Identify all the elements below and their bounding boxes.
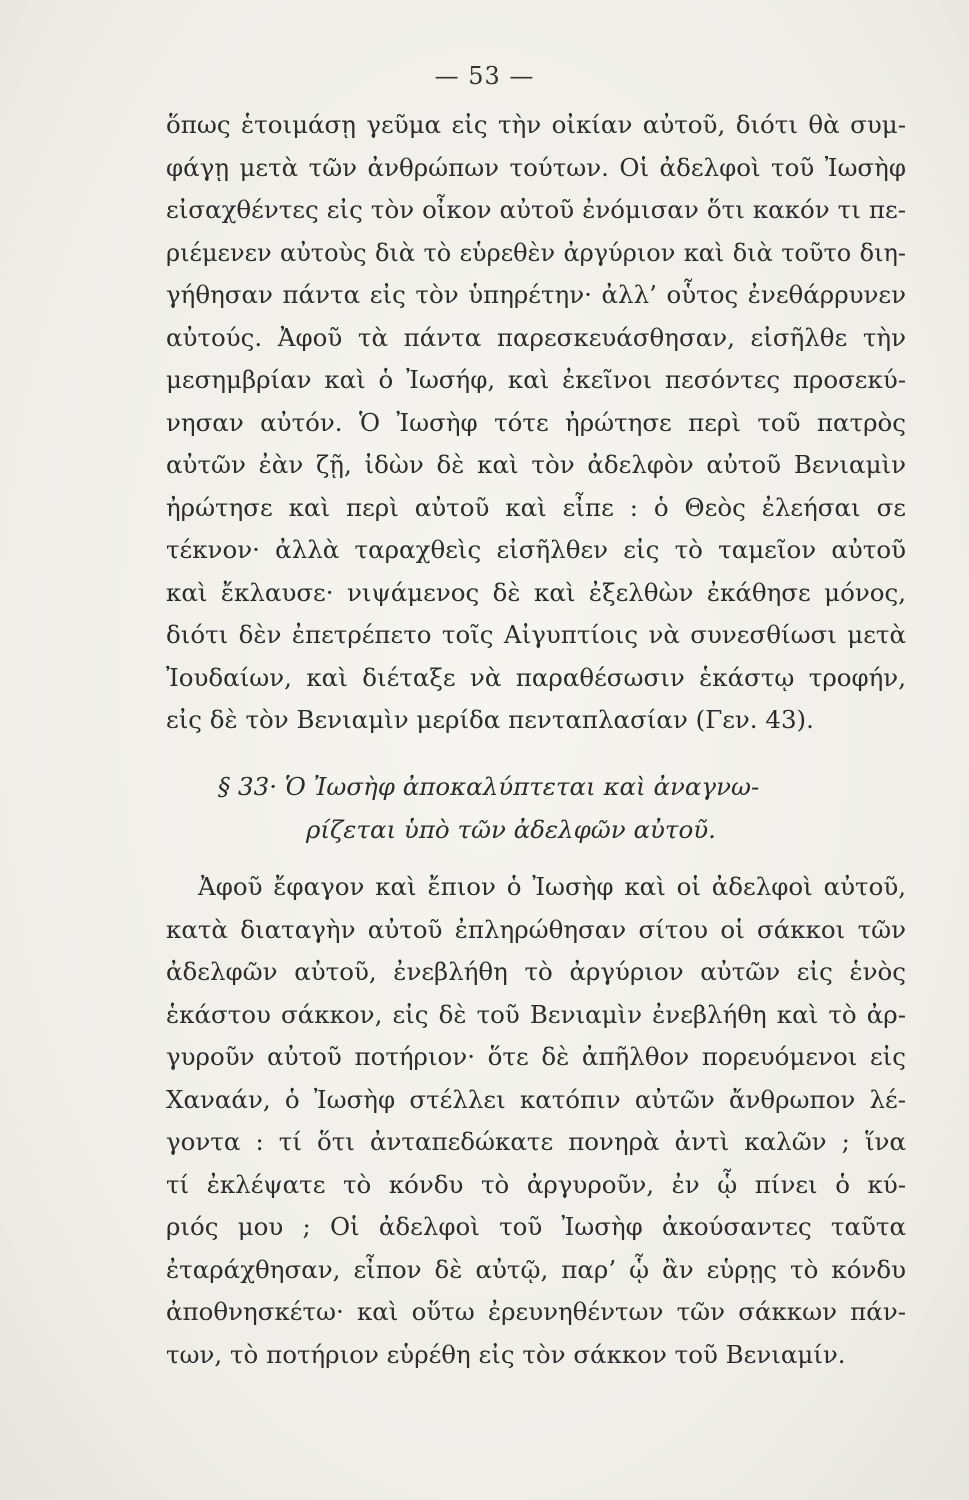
text-line: μεσημβρίαν καὶ ὁ Ἰωσήφ, καὶ ἐκεῖνοι πεσόντες προσεκύ- [166,365,906,394]
text-line: αὐτῶν ἐὰν ζῇ, ἰδὼν δὲ καὶ τὸν ἀδελφὸν αὐτοῦ Βενιαμὶν [166,450,906,479]
text-line: ἀποθνησκέτω· καὶ οὕτω ἐρευνηθέντων τῶν σάκκων πάν- [166,1297,906,1326]
text-line: ἑκάστου σάκκον, εἰς δὲ τοῦ Βενιαμὶν ἐνεβλήθη καὶ τὸ ἀρ- [166,999,906,1029]
text-line: Ἰουδαίων, καὶ διέταξε νὰ παραθέσωσιν ἑκάστῳ τροφήν, [166,662,906,692]
section-heading-line: § 33· Ὁ Ἰωσὴφ ἀποκαλύπτεται καὶ ἀναγνω- [218,772,760,801]
text-line: τέκνον· ἀλλὰ ταραχθεὶς εἰσῆλθεν εἰς τὸ ταμεῖον αὐτοῦ [166,535,906,564]
text-line: διότι δὲν ἐπετρέπετο τοῖς Αἰγυπτίοις νὰ συνεσθίωσι μετὰ [166,620,906,649]
text-line: γήθησαν πάντα εἰς τὸν ὑπηρέτην· ἀλλ’ οὗτος ἐνεθάρρυνεν [166,280,906,309]
section-heading-line: ρίζεται ὑπὸ τῶν ἀδελφῶν αὐτοῦ. [306,814,716,844]
text-line: εἰσαχθέντες εἰς τὸν οἶκον αὐτοῦ ἐνόμισαν ὅτι κακόν τι πε- [166,195,906,224]
text-line: φάγῃ μετὰ τῶν ἀνθρώπων τούτων. Οἱ ἀδελφοὶ τοῦ Ἰωσὴφ [166,152,906,182]
paragraph-2 [166,866,906,1376]
page-number: — 53 — [434,62,535,90]
text-line: τί ἐκλέψατε τὸ κόνδυ τὸ ἀργυροῦν, ἐν ᾧ πίνει ὁ κύ- [166,1169,906,1199]
paragraph-1 [166,104,906,742]
text-line: ἠρώτησε καὶ περὶ αὐτοῦ καὶ εἶπε : ὁ Θεὸς ἐλεήσαι σε [166,492,906,522]
text-line: ριέμενεν αὐτοὺς διὰ τὸ εὑρεθὲν ἀργύριον καὶ διὰ τοῦτο διη- [166,238,906,267]
section-heading [166,766,906,851]
text-line: Ἀφοῦ ἔφαγον καὶ ἔπιον ὁ Ἰωσὴφ καὶ οἱ ἀδελφοὶ αὐτοῦ, [198,872,906,901]
text-line: Χαναάν, ὁ Ἰωσὴφ στέλλει κατόπιν αὐτῶν ἄνθρωπον λέ- [166,1084,906,1114]
text-line: εἰς δὲ τὸν Βενιαμὶν μερίδα πενταπλασίαν (Γεν. 43). [166,705,814,734]
text-line: νησαν αὐτόν. Ὁ Ἰωσὴφ τότε ἠρώτησε περὶ τοῦ πατρὸς [166,407,906,437]
text-line: γοντα : τί ὅτι ἀνταπεδώκατε πονηρὰ ἀντὶ καλῶν ; ἵνα [166,1127,906,1156]
text-line: ἐταράχθησαν, εἶπον δὲ αὐτῷ, παρ’ ᾧ ἂν εὑρῃς τὸ κόνδυ [166,1254,906,1284]
text-line: ἀδελφῶν αὐτοῦ, ἐνεβλήθη τὸ ἀργύριον αὐτῶν εἰς ἑνὸς [166,957,906,986]
text-line: κατὰ διαταγὴν αὐτοῦ ἐπληρώθησαν σίτου οἱ σάκκοι τῶν [166,914,906,944]
text-line: αὐτούς. Ἀφοῦ τὰ πάντα παρεσκευάσθησαν, εἰσῆλθε τὴν [166,322,906,352]
text-line: γυροῦν αὐτοῦ ποτήριον· ὅτε δὲ ἀπῆλθον πορευόμενοι εἰς [166,1042,906,1071]
text-line: καὶ ἔκλαυσε· νιψάμενος δὲ καὶ ἐξελθὼν ἐκάθησε μόνος, [166,577,906,607]
text-line: ριός μου ; Οἱ ἀδελφοὶ τοῦ Ἰωσὴφ ἀκούσαντες ταῦτα [166,1212,906,1241]
text-line: των, τὸ ποτήριον εὑρέθη εἰς τὸν σάκκον τοῦ Βενιαμίν. [166,1339,846,1369]
text-line: ὅπως ἑτοιμάσῃ γεῦμα εἰς τὴν οἰκίαν αὐτοῦ, διότι θὰ συμ- [166,110,906,139]
